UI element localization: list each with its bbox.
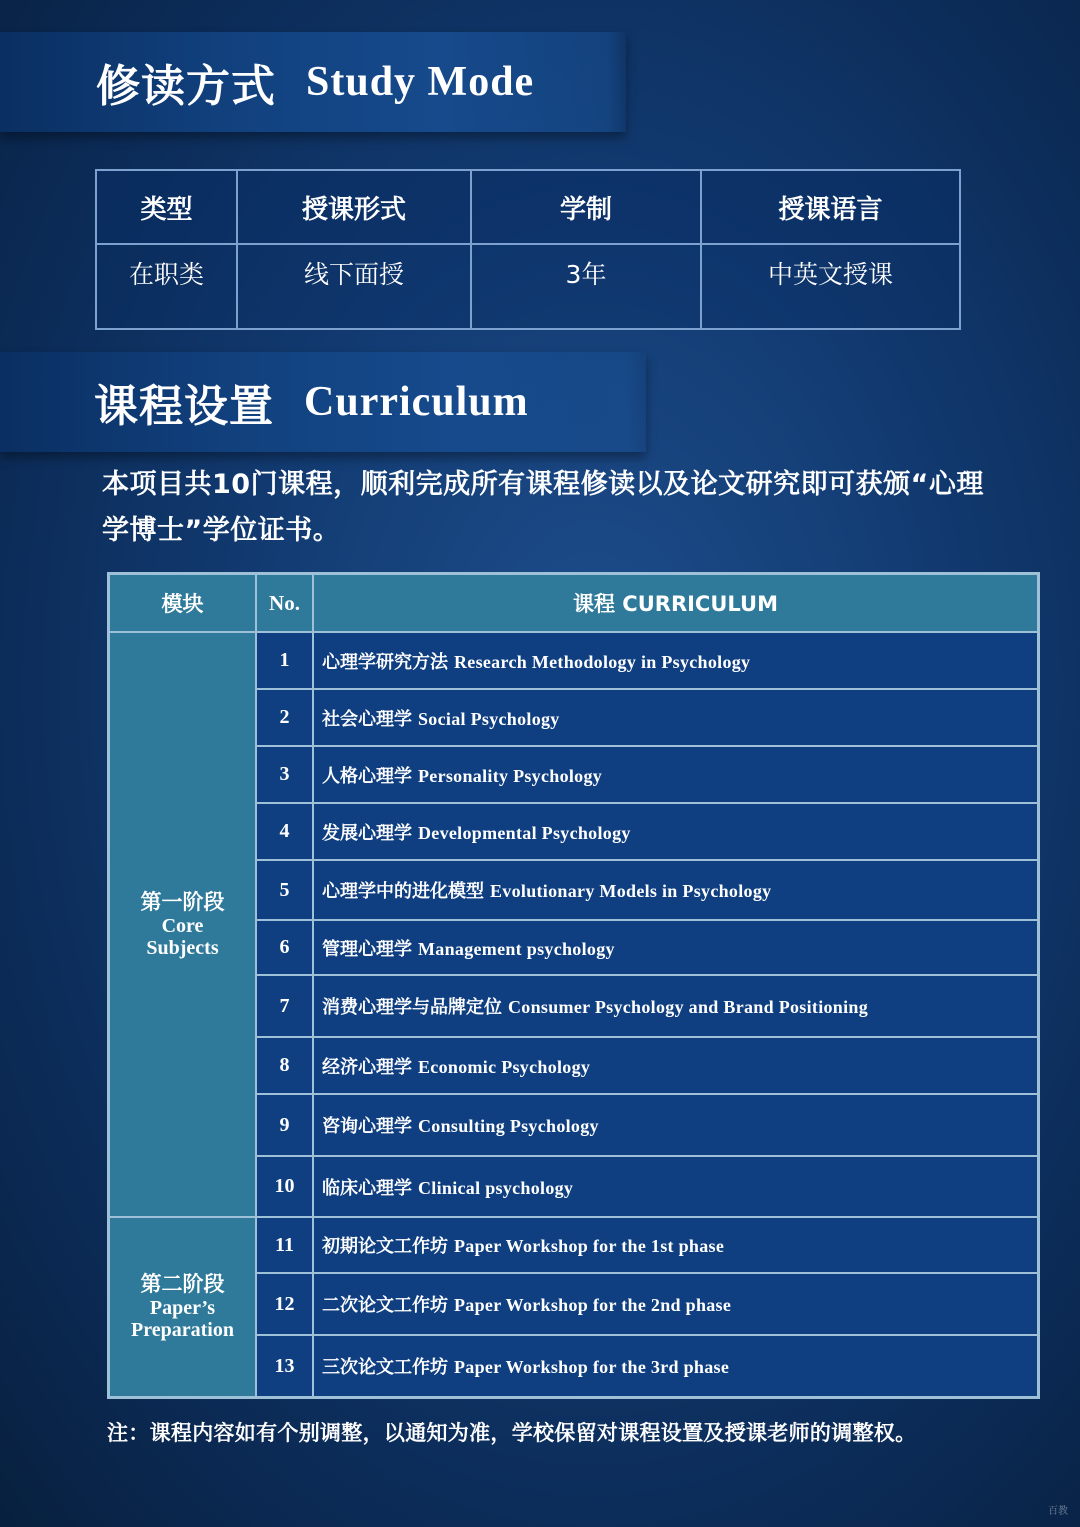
module-name-en-line2: Subjects: [146, 936, 219, 959]
study-mode-header-format: 授课形式: [237, 170, 471, 244]
course-name-cell: [313, 1156, 1038, 1217]
curriculum-header-no: No.: [256, 574, 313, 632]
course-number: 8: [256, 1037, 313, 1094]
study-mode-header-language: 授课语言: [701, 170, 960, 244]
module-name-cn: 第二阶段: [140, 1272, 225, 1296]
course-number: 3: [256, 746, 313, 803]
curriculum-title-en: Curriculum: [304, 379, 529, 425]
curriculum-body: [109, 632, 1038, 1397]
course-name-cn: 心理学中的进化模型: [322, 881, 484, 902]
course-name-en: Paper Workshop for the 1st phase: [454, 1236, 725, 1256]
course-name-cell: [313, 803, 1038, 860]
curriculum-note: 注：课程内容如有个别调整，以通知为准，学校保留对课程设置及授课老师的调整权。: [107, 1421, 917, 1445]
course-number: 7: [256, 975, 313, 1037]
course-name-cn: 经济心理学: [322, 1056, 412, 1078]
curriculum-table: [107, 572, 1040, 1399]
study-mode-header-row: [96, 170, 960, 244]
study-mode-value-format: 线下面授: [237, 244, 471, 329]
study-mode-value-language: 中英文授课: [701, 244, 960, 329]
course-name-cell: [313, 860, 1038, 920]
module-cell: [109, 1217, 256, 1397]
module-name-en-line1: Paper’s: [149, 1297, 216, 1319]
course-name-cn: 社会心理学: [322, 708, 412, 730]
curriculum-header-module: 模块: [109, 574, 256, 632]
course-name-en: Paper Workshop for the 2nd phase: [454, 1295, 732, 1315]
study-mode-table: [95, 169, 961, 330]
curriculum-header-row: [109, 574, 1038, 632]
module-name-cn: 第一阶段: [140, 889, 225, 914]
curriculum-banner: [0, 352, 646, 452]
module-name-en-line1: Core: [161, 914, 204, 937]
study-mode-banner: [0, 32, 626, 132]
course-name-cell: [313, 920, 1038, 975]
course-name-cn: 人格心理学: [322, 765, 412, 787]
course-number: 6: [256, 920, 313, 975]
course-name-cn: 管理心理学: [322, 938, 412, 960]
course-name-en: Clinical psychology: [418, 1177, 574, 1198]
course-name-en: Social Psychology: [418, 708, 560, 729]
course-name-cell: [313, 1037, 1038, 1094]
module-cell: [109, 632, 256, 1217]
course-name-cn: 咨询心理学: [322, 1116, 412, 1137]
course-name-en: Economic Psychology: [418, 1056, 591, 1077]
course-number: 11: [256, 1217, 313, 1273]
study-mode-value-duration: 3年: [471, 244, 701, 329]
course-name-cn: 发展心理学: [322, 822, 412, 844]
course-number: 4: [256, 803, 313, 860]
course-name-en: Consulting Psychology: [418, 1116, 599, 1136]
course-name-cell: [313, 632, 1038, 689]
course-name-cell: [313, 1217, 1038, 1273]
study-mode-value-row: [96, 244, 960, 329]
module-name-en-line2: Preparation: [131, 1319, 234, 1341]
course-name-cell: [313, 1094, 1038, 1156]
course-name-cn: 初期论文工作坊: [322, 1236, 448, 1257]
course-name-en: Evolutionary Models in Psychology: [490, 881, 772, 901]
course-name-cn: 二次论文工作坊: [322, 1295, 448, 1316]
course-name-cn: 三次论文工作坊: [322, 1357, 448, 1378]
study-mode-header-type: 类型: [96, 170, 237, 244]
course-number: 9: [256, 1094, 313, 1156]
course-name-en: Management psychology: [418, 938, 615, 959]
study-mode-header-duration: 学制: [471, 170, 701, 244]
course-name-cell: [313, 1335, 1038, 1397]
course-name-en: Personality Psychology: [418, 765, 603, 786]
course-name-en: Developmental Psychology: [418, 822, 631, 843]
course-name-cn: 临床心理学: [322, 1177, 412, 1199]
course-name-cell: [313, 1273, 1038, 1335]
course-number: 12: [256, 1273, 313, 1335]
course-name-en: Research Methodology in Psychology: [454, 651, 751, 672]
course-number: 13: [256, 1335, 313, 1397]
course-number: 5: [256, 860, 313, 920]
course-name-cell: [313, 689, 1038, 746]
curriculum-intro: 本项目共10门课程，顺利完成所有课程修读以及论文研究即可获颁“心理学博士”学位证书。: [102, 469, 984, 546]
course-number: 10: [256, 1156, 313, 1217]
study-mode-title-cn: 修读方式: [96, 61, 276, 112]
course-name-cell: [313, 975, 1038, 1037]
curriculum-header-course: 课程 CURRICULUM: [313, 574, 1038, 632]
curriculum-title-cn: 课程设置: [94, 381, 274, 432]
table-row: [109, 1217, 1038, 1273]
watermark: 百教: [1048, 1506, 1068, 1517]
course-name-cn: 心理学研究方法: [322, 651, 448, 673]
table-row: [109, 632, 1038, 689]
course-number: 2: [256, 689, 313, 746]
study-mode-value-type: 在职类: [96, 244, 237, 329]
study-mode-title-en: Study Mode: [306, 59, 535, 105]
course-name-cn: 消费心理学与品牌定位: [322, 997, 502, 1018]
course-name-cell: [313, 746, 1038, 803]
course-number: 1: [256, 632, 313, 689]
course-name-en: Consumer Psychology and Brand Positioning: [508, 997, 869, 1017]
course-name-en: Paper Workshop for the 3rd phase: [454, 1357, 730, 1377]
